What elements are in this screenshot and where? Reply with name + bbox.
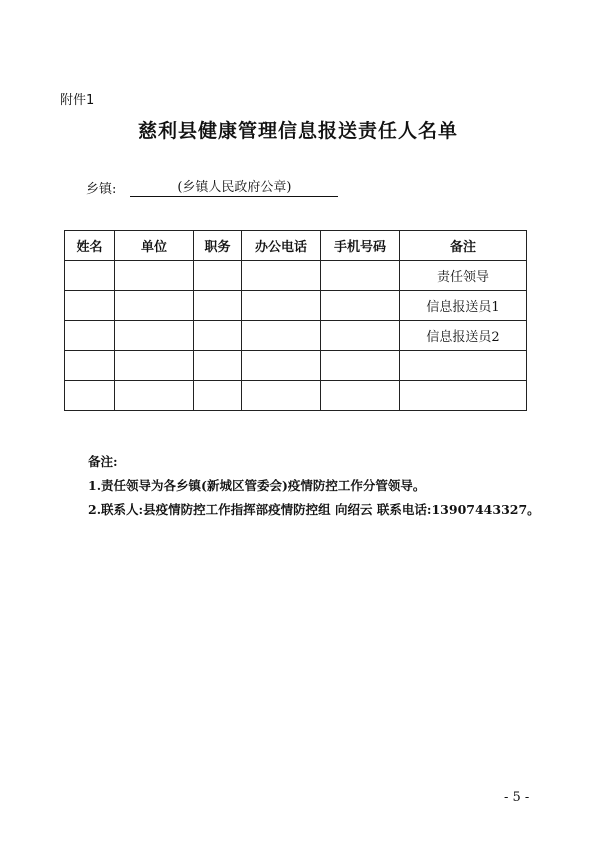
table-row <box>65 261 527 291</box>
table-cell <box>194 321 242 351</box>
table-cell <box>321 381 400 411</box>
notes-section <box>60 450 542 522</box>
table-cell <box>321 291 400 321</box>
header-position: 职务 <box>194 231 242 261</box>
header-office-phone: 办公电话 <box>242 231 321 261</box>
responsible-person-table <box>64 230 527 411</box>
table-cell-remark <box>400 381 527 411</box>
header-mobile: 手机号码 <box>321 231 400 261</box>
table-row <box>65 351 527 381</box>
town-label: 乡镇: <box>86 182 117 197</box>
table-cell <box>242 321 321 351</box>
table-cell <box>65 321 115 351</box>
table-row <box>65 291 527 321</box>
table-cell <box>194 351 242 381</box>
notes-title: 备注: <box>88 454 118 469</box>
table-header-row <box>65 231 527 261</box>
table-row <box>65 321 527 351</box>
table-cell <box>321 261 400 291</box>
document-title: 慈利县健康管理信息报送责任人名单 <box>137 120 458 142</box>
town-seal-field: (乡镇人民政府公章) <box>130 176 338 197</box>
table-cell <box>115 381 194 411</box>
table-cell <box>321 321 400 351</box>
table-cell-remark <box>400 351 527 381</box>
table-cell <box>242 291 321 321</box>
table-cell <box>115 351 194 381</box>
table-cell <box>65 291 115 321</box>
town-row <box>86 176 338 197</box>
table-cell-remark: 责任领导 <box>400 261 527 291</box>
table-cell <box>115 291 194 321</box>
table-cell <box>65 381 115 411</box>
table-cell <box>115 261 194 291</box>
table-cell <box>242 261 321 291</box>
table-cell <box>194 381 242 411</box>
note-item-2: 2.联系人:县疫情防控工作指挥部疫情防控组 向绍云 联系电话:13907443327。 <box>88 502 540 517</box>
note-item-1: 1.责任领导为各乡镇(新城区管委会)疫情防控工作分管领导。 <box>88 478 426 493</box>
header-unit: 单位 <box>115 231 194 261</box>
table-row <box>65 381 527 411</box>
page-number: - 5 - <box>504 790 530 805</box>
table-cell <box>194 261 242 291</box>
table-cell-remark: 信息报送员2 <box>400 321 527 351</box>
table-cell <box>194 291 242 321</box>
table-cell <box>242 351 321 381</box>
attachment-label: 附件1 <box>60 93 95 108</box>
table-cell <box>321 351 400 381</box>
table-cell <box>65 351 115 381</box>
table-cell <box>242 381 321 411</box>
table-cell-remark: 信息报送员1 <box>400 291 527 321</box>
header-remarks: 备注 <box>400 231 527 261</box>
table-cell <box>65 261 115 291</box>
header-name: 姓名 <box>65 231 115 261</box>
table-cell <box>115 321 194 351</box>
